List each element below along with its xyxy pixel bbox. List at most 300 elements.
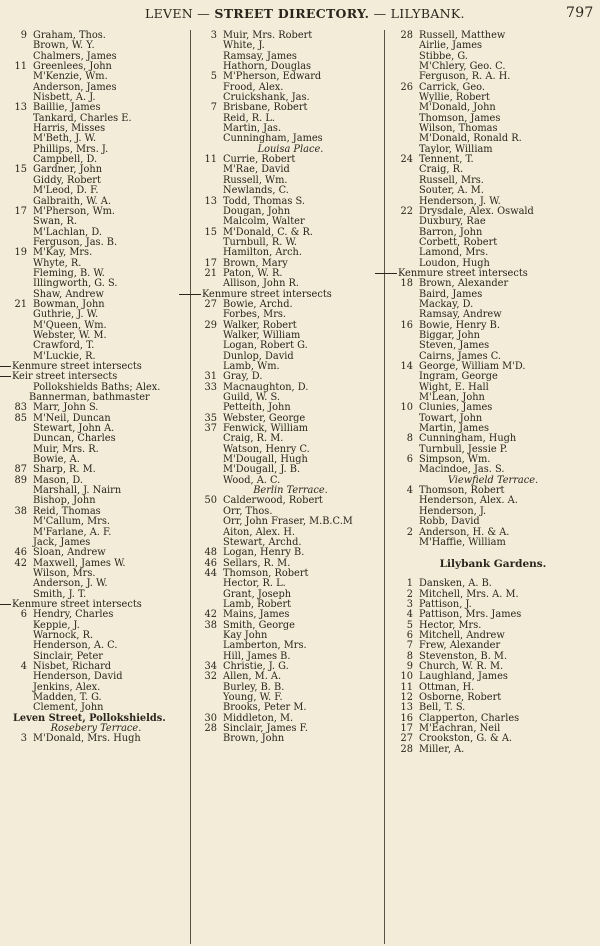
resident-name: M'Dougall, Hugh (223, 454, 308, 466)
header-dash-right: — (373, 6, 391, 21)
house-number: 33 (204, 381, 217, 393)
house-number: 3 (406, 598, 413, 610)
resident-name: Miller, A. (419, 743, 465, 755)
resident-name: M'Haffie, William (419, 536, 506, 548)
directory-entry (389, 517, 597, 527)
resident-name: Kay John (223, 629, 268, 641)
resident-name: Jack, James (33, 536, 91, 548)
house-number: 31 (204, 371, 217, 383)
resident-name: Stewart, John A. (33, 423, 115, 435)
resident-name: Towart, John (419, 412, 483, 424)
resident-name: Campbell, D. (33, 154, 98, 166)
spacer (389, 548, 597, 558)
resident-name: Bell, T. S. (419, 702, 466, 714)
resident-name: Turnbull, R. W. (223, 236, 297, 248)
page-number: 797 (566, 5, 594, 21)
resident-name: Chalmers, James (33, 50, 117, 62)
resident-name: M'Kay, Mrs. (33, 247, 93, 259)
resident-name: Graham, Thos. (33, 30, 106, 41)
resident-name: Brown, W. Y. (33, 40, 95, 52)
resident-name: M'Donald, C. & R. (223, 226, 313, 238)
resident-name: Henderson, Alex. A. (419, 495, 518, 507)
resident-name: Lamb, Wm. (223, 361, 280, 372)
resident-name: Wood, A. C. (223, 474, 281, 486)
resident-name: Crookston, G. & A. (419, 733, 513, 745)
resident-name: Barron, John (419, 226, 483, 238)
resident-name: Lamberton, Mrs. (223, 640, 307, 652)
resident-name: Pattison, J. (419, 598, 472, 610)
resident-name: Middleton, M. (223, 712, 294, 724)
resident-name: Craig, R. M. (223, 433, 284, 445)
resident-name: Tennent, T. (419, 154, 474, 166)
house-number: 87 (14, 464, 27, 476)
directory-entry (193, 579, 388, 589)
resident-name: Reid, R. L. (223, 112, 276, 124)
resident-name: Logan, Robert G. (223, 340, 308, 352)
resident-name: Giddy, Robert (33, 174, 101, 186)
header-dash-left: — (197, 6, 215, 21)
resident-name: M'Kenzie, Wm. (33, 71, 108, 83)
resident-name: Ferguson, Jas. B. (33, 236, 118, 248)
resident-name: Brisbane, Robert (223, 102, 308, 114)
directory-entry (389, 217, 597, 227)
directory-entry (3, 217, 189, 227)
resident-name: Aiton, Alex. H. (223, 526, 295, 538)
house-number: 1 (406, 578, 413, 590)
directory-entry (3, 341, 189, 351)
page-header (0, 4, 600, 24)
resident-name: Gray, D. (223, 371, 263, 383)
resident-name: Hector, R. L. (223, 578, 286, 590)
column-1 (3, 31, 189, 943)
house-number: 35 (204, 412, 217, 424)
resident-name: Greenlees, John (33, 61, 112, 73)
house-number: 4 (406, 609, 413, 621)
resident-name: M'Chlery, Geo. C. (419, 61, 506, 73)
resident-name: M'Eachran, Neil (419, 723, 501, 735)
resident-name: Viewfield Terrace. (447, 474, 539, 486)
resident-name: Burley, B. B. (223, 681, 285, 693)
resident-name: Bowie, Henry B. (419, 319, 500, 331)
resident-name: M'Donald, Ronald R. (419, 133, 522, 145)
resident-name: Macindoe, Jas. S. (419, 464, 505, 476)
resident-name: M'Luckie, R. (33, 350, 96, 362)
resident-name: Frood, Alex. (223, 81, 284, 93)
directory-entry (3, 517, 189, 527)
resident-name: Hector, Mrs. (419, 619, 482, 631)
resident-name: Bowman, John (33, 298, 105, 310)
resident-name: Clement, John (33, 702, 104, 714)
directory-entry (389, 248, 597, 258)
resident-name: Taylor, William (419, 143, 493, 155)
resident-name: Drysdale, Alex. Oswald (419, 205, 534, 217)
house-number: 15 (14, 164, 27, 176)
resident-name: Thomson, Robert (419, 485, 505, 497)
resident-name: Walker, Robert (223, 319, 297, 331)
resident-name: Berlin Terrace. (253, 485, 328, 497)
directory-entry (389, 186, 597, 196)
resident-name: Orr, John Fraser, M.B.C.M (223, 516, 353, 528)
house-number: 38 (204, 619, 217, 631)
resident-name: Ferguson, R. A. H. (419, 71, 511, 83)
resident-name: Kenmure street intersects (202, 288, 332, 300)
resident-name: Currie, Robert (223, 154, 296, 166)
resident-name: Tankard, Charles E. (33, 112, 132, 124)
resident-name: M'Leod, D. F. (33, 185, 99, 197)
directory-entry (3, 465, 189, 475)
resident-name: Todd, Thomas S. (223, 195, 305, 207)
resident-name: M'Beth, J. W. (33, 133, 97, 145)
house-number: 14 (400, 361, 413, 372)
resident-name: Warnock, R. (33, 629, 94, 641)
house-number: 11 (400, 681, 413, 693)
resident-name: Airlie, James (419, 40, 483, 52)
resident-name: Rosebery Terrace. (50, 723, 142, 735)
resident-name: Bowie, A. (33, 454, 80, 466)
house-number: 12 (400, 692, 413, 703)
house-number: 5 (406, 619, 413, 631)
house-number: 5 (210, 71, 217, 83)
house-number: 27 (204, 298, 217, 310)
resident-name: Bowie, Archd. (223, 298, 293, 310)
house-number: 48 (204, 547, 217, 559)
resident-name: Calderwood, Robert (223, 495, 323, 507)
header-title: STREET DIRECTORY. (214, 6, 370, 21)
resident-name: Lilybank Gardens. (439, 557, 547, 570)
resident-name: Fenwick, William (223, 423, 309, 435)
resident-name: M'Pherson, Wm. (33, 205, 116, 217)
house-number: 9 (406, 660, 413, 672)
resident-name: Cruickshank, Jas. (223, 92, 310, 104)
resident-name: Wilson, Thomas (419, 123, 498, 135)
resident-name: Lamb, Robert (223, 598, 292, 610)
house-number: 3 (20, 733, 27, 745)
resident-name: Crawford, T. (33, 340, 95, 352)
resident-name: Mitchell, Andrew (419, 629, 505, 641)
directory-entry (3, 186, 189, 196)
resident-name: Brown, Alexander (419, 278, 509, 290)
resident-name: Muir, Mrs. R. (33, 443, 99, 455)
resident-name: Forbes, Mrs. (223, 309, 287, 321)
house-number: 22 (400, 205, 413, 217)
resident-name: Ramsay, Andrew (419, 309, 502, 321)
directory-entry (3, 124, 189, 134)
resident-name: Muir, Mrs. Robert (223, 30, 313, 41)
resident-name: Russell, Matthew (419, 30, 506, 41)
resident-name: Newlands, C. (223, 185, 289, 197)
resident-name: Osborne, Robert (419, 692, 502, 703)
resident-name: Young, W. F. (223, 692, 283, 703)
column-2 (193, 31, 388, 943)
house-number: 16 (400, 712, 413, 724)
resident-name: Allen, M. A. (223, 671, 282, 683)
resident-name: Madden, T. G. (33, 692, 102, 703)
resident-name: Henderson, J. (419, 505, 487, 517)
resident-name: Hendry, Charles (33, 609, 114, 621)
resident-name: Sinclair, Peter (33, 650, 103, 662)
resident-name: Laughland, James (419, 671, 508, 683)
house-number: 42 (14, 557, 27, 569)
resident-name: Simpson, Wm. (419, 454, 491, 466)
house-number: 6 (20, 609, 27, 621)
header-right: LILYBANK. (390, 6, 465, 21)
house-number: 6 (406, 629, 413, 641)
resident-name: M'Neil, Duncan (33, 412, 111, 424)
directory-entry (193, 517, 388, 527)
resident-name: Nisbett, A. J. (33, 92, 96, 104)
resident-name: Biggar, John (419, 329, 480, 341)
resident-name: Duxbury, Rae (419, 216, 486, 228)
directory-entry (3, 528, 189, 538)
directory-entry (3, 621, 189, 631)
resident-name: Hathorn, Douglas (223, 61, 312, 73)
resident-name: Clapperton, Charles (419, 712, 520, 724)
resident-name: Ingram, George (419, 371, 498, 383)
resident-name: Baird, James (419, 288, 483, 300)
resident-name: Steven, James (419, 340, 490, 352)
house-number: 6 (406, 454, 413, 466)
house-number: 21 (204, 267, 217, 279)
resident-name: Loudon, Hugh (419, 257, 490, 269)
house-number: 13 (400, 702, 413, 714)
resident-name: Guild, W. S. (223, 392, 280, 404)
resident-name: Bannerman, bathmaster (29, 392, 150, 404)
resident-name: Fleming, B. W. (33, 267, 105, 279)
resident-name: M'Callum, Mrs. (33, 516, 111, 528)
resident-name: Kenmure street intersects (12, 361, 142, 372)
resident-name: Clunies, James (419, 402, 493, 414)
house-number: 28 (204, 723, 217, 735)
resident-name: Dougan, John (223, 205, 291, 217)
resident-name: Wilson, Mrs. (33, 567, 96, 579)
house-number: 37 (204, 423, 217, 435)
resident-name: Corbett, Robert (419, 236, 498, 248)
house-number: 85 (14, 412, 27, 424)
directory-entry (3, 734, 189, 744)
house-number: 3 (210, 30, 217, 41)
house-number: 17 (400, 723, 413, 735)
resident-name: M'Rae, David (223, 164, 290, 176)
resident-name: White, J. (223, 40, 265, 52)
resident-name: M'Lean, John (419, 392, 485, 404)
resident-name: Martin, Jas. (223, 123, 282, 135)
resident-name: Henderson, A. C. (33, 640, 118, 652)
resident-name: Carrick, Geo. (419, 81, 485, 93)
house-number: 2 (406, 588, 413, 600)
resident-name: Petteith, John (223, 402, 291, 414)
house-number: 9 (20, 30, 27, 41)
resident-name: Grant, Joseph (223, 588, 292, 600)
resident-name: Henderson, David (33, 671, 123, 683)
house-number: 8 (406, 433, 413, 445)
resident-name: Maxwell, James W. (33, 557, 126, 569)
resident-name: Paton, W. R. (223, 267, 283, 279)
directory-entry (3, 559, 189, 569)
directory-entry (3, 445, 189, 455)
column-3 (389, 31, 597, 943)
resident-name: Brooks, Peter M. (223, 702, 307, 714)
resident-name: Stevenston, B. M. (419, 650, 508, 662)
resident-name: Orr, Thos. (223, 505, 273, 517)
resident-name: Logan, Henry B. (223, 547, 305, 559)
resident-name: Allison, John R. (223, 278, 299, 290)
resident-name: Keppie, J. (33, 619, 80, 631)
directory-entry (3, 579, 189, 589)
house-number: 30 (204, 712, 217, 724)
resident-name: Henderson, J. W. (419, 195, 501, 207)
house-number: 28 (400, 743, 413, 755)
resident-name: Anderson, James (33, 81, 117, 93)
resident-name: Thomson, Robert (223, 567, 309, 579)
resident-name: Stewart, Archd. (223, 536, 302, 548)
resident-name: Dunlop, David (223, 350, 294, 362)
resident-name: Anderson, H. & A. (419, 526, 510, 538)
house-number: 50 (204, 495, 217, 507)
resident-name: Wight, E. Hall (419, 381, 489, 393)
resident-name: Duncan, Charles (33, 433, 116, 445)
resident-name: Sinclair, James F. (223, 723, 308, 735)
house-number: 16 (400, 319, 413, 331)
resident-name: Leven Street, Pollokshields. (13, 712, 166, 724)
resident-name: Martin, James (419, 423, 490, 435)
directory-entry (193, 217, 388, 227)
resident-name: Macnaughton, D. (223, 381, 309, 393)
house-number: 17 (14, 205, 27, 217)
resident-name: Marr, John S. (33, 402, 99, 414)
house-number: 46 (204, 557, 217, 569)
directory-entry (193, 548, 388, 558)
resident-name: Mitchell, Mrs. A. M. (419, 588, 519, 600)
resident-name: Jenkins, Alex. (33, 681, 101, 693)
house-number: 26 (400, 81, 413, 93)
resident-name: Sellars, R. M. (223, 557, 291, 569)
house-number: 10 (400, 671, 413, 683)
resident-name: Church, W. R. M. (419, 660, 504, 672)
resident-name: Craig, R. (419, 164, 464, 176)
house-number: 32 (204, 671, 217, 683)
resident-name: Kenmure street intersects (398, 267, 528, 279)
resident-name: George, William M'D. (419, 361, 526, 372)
resident-name: Nisbet, Richard (33, 660, 112, 672)
house-number: 42 (204, 609, 217, 621)
directory-entry (193, 186, 388, 196)
house-number: 28 (400, 30, 413, 41)
resident-name: Souter, A. M. (419, 185, 484, 197)
resident-name: Marshall, J. Nairn (33, 485, 122, 497)
directory-entry (3, 610, 189, 620)
resident-name: Lamond, Mrs. (419, 247, 489, 259)
resident-name: Webster, W. M. (33, 329, 107, 341)
resident-name: Robb, David (419, 516, 480, 528)
resident-name: Whyte, R. (33, 257, 82, 269)
directory-entry (3, 331, 189, 341)
resident-name: Cairns, James C. (419, 350, 501, 362)
resident-name: Mason, D. (33, 474, 83, 486)
house-number: 13 (14, 102, 27, 114)
resident-name: Russell, Wm. (223, 174, 288, 186)
house-number: 19 (14, 247, 27, 259)
resident-name: M'Lachlan, D. (33, 226, 102, 238)
resident-name: Hamilton, Arch. (223, 247, 302, 259)
house-number: 83 (14, 402, 27, 414)
resident-name: Mackay, D. (419, 298, 474, 310)
house-number: 7 (406, 640, 413, 652)
resident-name: Brown, John (223, 733, 285, 745)
house-number: 18 (400, 278, 413, 290)
resident-name: Bishop, John (33, 495, 96, 507)
house-number: 38 (14, 505, 27, 517)
directory-entry (389, 745, 597, 755)
header-left: LEVEN (145, 6, 194, 21)
resident-name: Smith, J. T. (33, 588, 87, 600)
resident-name: Shaw, Andrew (33, 288, 104, 300)
directory-entry (3, 248, 189, 258)
house-number: 13 (204, 195, 217, 207)
directory-entry (3, 83, 189, 93)
resident-name: Pollokshields Baths; Alex. (33, 381, 161, 393)
house-number: 15 (204, 226, 217, 238)
house-number: 4 (20, 660, 27, 672)
directory-entry (193, 248, 388, 258)
house-number: 7 (210, 102, 217, 114)
resident-name: Stibbe, G. (419, 50, 468, 62)
resident-name: Cunningham, James (223, 133, 323, 145)
house-number: 29 (204, 319, 217, 331)
resident-name: Ramsay, James (223, 50, 297, 62)
house-number: 21 (14, 298, 27, 310)
house-number: 11 (204, 154, 217, 166)
resident-name: Brown, Mary (223, 257, 288, 269)
resident-name: Swan, R. (33, 216, 77, 228)
house-number: 11 (14, 61, 27, 73)
resident-name: Walker, William (223, 329, 301, 341)
resident-name: Christie, J. G. (223, 660, 289, 672)
directory-entry (3, 455, 189, 465)
resident-name: Sloan, Andrew (33, 547, 106, 559)
resident-name: Smith, George (223, 619, 295, 631)
directory-entry (3, 238, 189, 248)
resident-name: M'Dougall, J. B. (223, 464, 301, 476)
directory-entry (3, 486, 189, 496)
house-number: 2 (406, 526, 413, 538)
resident-name: Frew, Alexander (419, 640, 501, 652)
house-number: 8 (406, 650, 413, 662)
resident-name: Wyllie, Robert (419, 92, 490, 104)
resident-name: Illingworth, G. S. (33, 278, 118, 290)
resident-name: Sharp, R. M. (33, 464, 96, 476)
resident-name: Baillie, James (33, 102, 101, 114)
directory-entry (3, 207, 189, 217)
house-number: 4 (406, 485, 413, 497)
resident-name: M'Pherson, Edward (223, 71, 322, 83)
directory-entry (389, 579, 597, 589)
section-heading (389, 559, 597, 569)
resident-name: Watson, Henry C. (223, 443, 310, 455)
house-number: 24 (400, 154, 413, 166)
house-number: 89 (14, 474, 27, 486)
resident-name: M'Farlane, A. F. (33, 526, 112, 538)
directory-entry (3, 548, 189, 558)
directory-entry (389, 538, 597, 548)
resident-name: Gardner, John (33, 164, 103, 176)
resident-name: Webster, George (223, 412, 306, 424)
house-number: 34 (204, 660, 217, 672)
resident-name: Louisa Place. (257, 143, 324, 155)
house-number: 27 (400, 733, 413, 745)
resident-name: Pattison, Mrs. James (419, 609, 522, 621)
resident-name: Ottman, H. (419, 681, 475, 693)
resident-name: Turnbull, Jessie P. (419, 443, 508, 455)
